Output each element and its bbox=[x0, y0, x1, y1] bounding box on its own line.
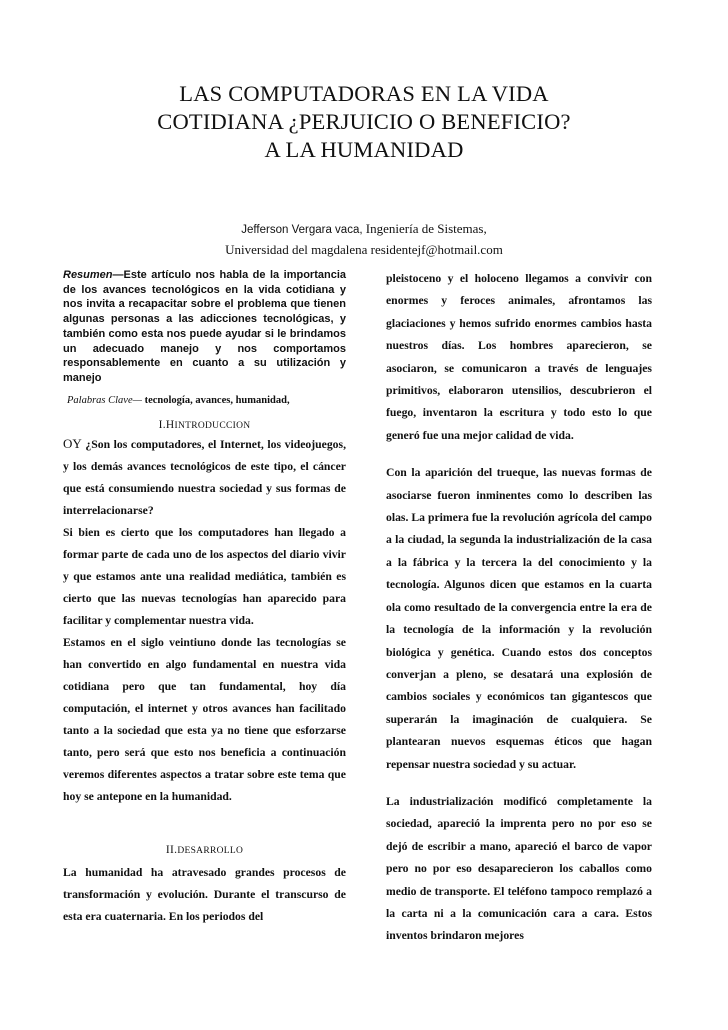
title-line-1: LAS COMPUTADORAS EN LA VIDA bbox=[179, 81, 549, 106]
drop-cap: OY bbox=[63, 435, 82, 451]
author-line-1 bbox=[0, 219, 728, 240]
author-block bbox=[0, 219, 728, 259]
right-column bbox=[386, 268, 652, 948]
section-number: II. bbox=[165, 843, 178, 856]
intro-paragraph-2: Si bien es cierto que los computadores han llegado a formar parte de cada uno de los aspectos del diario vivir y que estamos ante una realidad mediática, también es cierto que las nuevas tecnologías han aparecido para facilitar y complementar nuestra vida. bbox=[63, 525, 346, 627]
title-line-2: COTIDIANA ¿PERJUICIO O BENEFICIO? bbox=[157, 109, 571, 134]
dev-paragraph-1: La humanidad ha atravesado grandes procesos de transformación y evolución. Durante el transcurso de esta era cuaternaria. En los periodos del bbox=[63, 865, 346, 923]
intro-paragraph-3: Estamos en el siglo veintiuno donde las tecnologías se han convertido en algo fundamental en nuestra vida cotidiana pero que tan fundamental, hoy día computación, el internet y otros avances han facilitado tanto a la sociedad que esta ya no tiene que esforzarse tanto, pero será que esto nos beneficia a continuación veremos diferentes aspectos a tratar sobre este tema que hoy se antepone en la humanidad. bbox=[63, 635, 346, 803]
author-line-2: Universidad del magdalena residentejf@hotmail.com bbox=[225, 242, 503, 257]
section-heading-introduction bbox=[63, 419, 346, 431]
title-line-3: A LA HUMANIDAD bbox=[264, 137, 464, 162]
author-affiliation: Ingeniería de Sistemas, bbox=[365, 221, 487, 236]
left-column bbox=[63, 268, 346, 928]
keywords bbox=[67, 395, 346, 406]
keywords-text: tecnología, avances, humanidad, bbox=[141, 394, 290, 406]
abstract-lead: Resumen bbox=[63, 269, 113, 281]
paper-title bbox=[80, 80, 648, 164]
intro-paragraph-1 bbox=[63, 433, 346, 522]
right-paragraph-3: La industrialización modificó completamente la sociedad, apareció la imprenta pero no por eso se dejó de escribir a mano, apareció el barco de vapor pero no por eso desaparecieron los caballos como medio de transporte. El teléfono tampoco remplazó a la carta ni a la comunicación cara a cara. Estos inventos brindaron mejores bbox=[386, 794, 652, 943]
section-heading-development bbox=[63, 844, 346, 856]
section-title: INTRODUCCION bbox=[174, 420, 251, 431]
author-name: Jefferson Vergara vaca, bbox=[241, 224, 363, 236]
section-number: I.H bbox=[158, 418, 175, 431]
paragraph-text: ¿Son los computadores, el Internet, los videojuegos, y los demás avances tecnológicos de este tipo, el cáncer que está consumiendo nuestra sociedad y sus formas de interrelacionarse? bbox=[63, 437, 346, 517]
section-title: DESARROLLO bbox=[177, 845, 244, 856]
keywords-label: Palabras Clave— bbox=[67, 394, 142, 406]
abstract-dash: — bbox=[112, 269, 124, 281]
right-paragraph-2: Con la aparición del trueque, las nuevas formas de asociarse fueron inminentes como lo describen las olas. La primera fue la revolución agrícola del campo a la ciudad, la segunda la industrialización de la casa a la fábrica y la tercera la del conocimiento y la tecnología. Algunos dicen que estamos en la cuarta ola como resultado de la convergencia entre la era de la tecnología de la información y la revolución biológica y genética. Cuando estos dos conceptos converjan a pleno, se desatará una explosión de cambios sociales y económicos tan gigantescos que superarán la imaginación de cualquiera. Se plantearan nuevos esquemas éticos que hagan repensar nuestra sociedad y su actuar. bbox=[386, 466, 652, 771]
abstract-text: Este artículo nos habla de la importancia de los avances tecnológicos en la vida cotidiana y nos invita a recapacitar sobre el problema que tienen algunas personas a las adicciones tecnológicas, y también como esta nos puede ayudar si le brindamos un adecuado manejo y nos comportamos responsablemente en cuanto a su utilización y manejo bbox=[63, 269, 346, 384]
right-paragraph-1: pleistoceno y el holoceno llegamos a convivir con enormes y feroces animales, afrontamos las glaciaciones y hemos sufrido enormes cambios hasta nuestros días. Los hombres aparecieron, se asociaron, se comunicaron a través de lenguajes primitivos, elaboraron utensilios, descubrieron el fuego, inventaron la escritura y todo esto lo que generó fue una mejor calidad de vida. bbox=[386, 272, 652, 442]
abstract bbox=[63, 268, 346, 386]
